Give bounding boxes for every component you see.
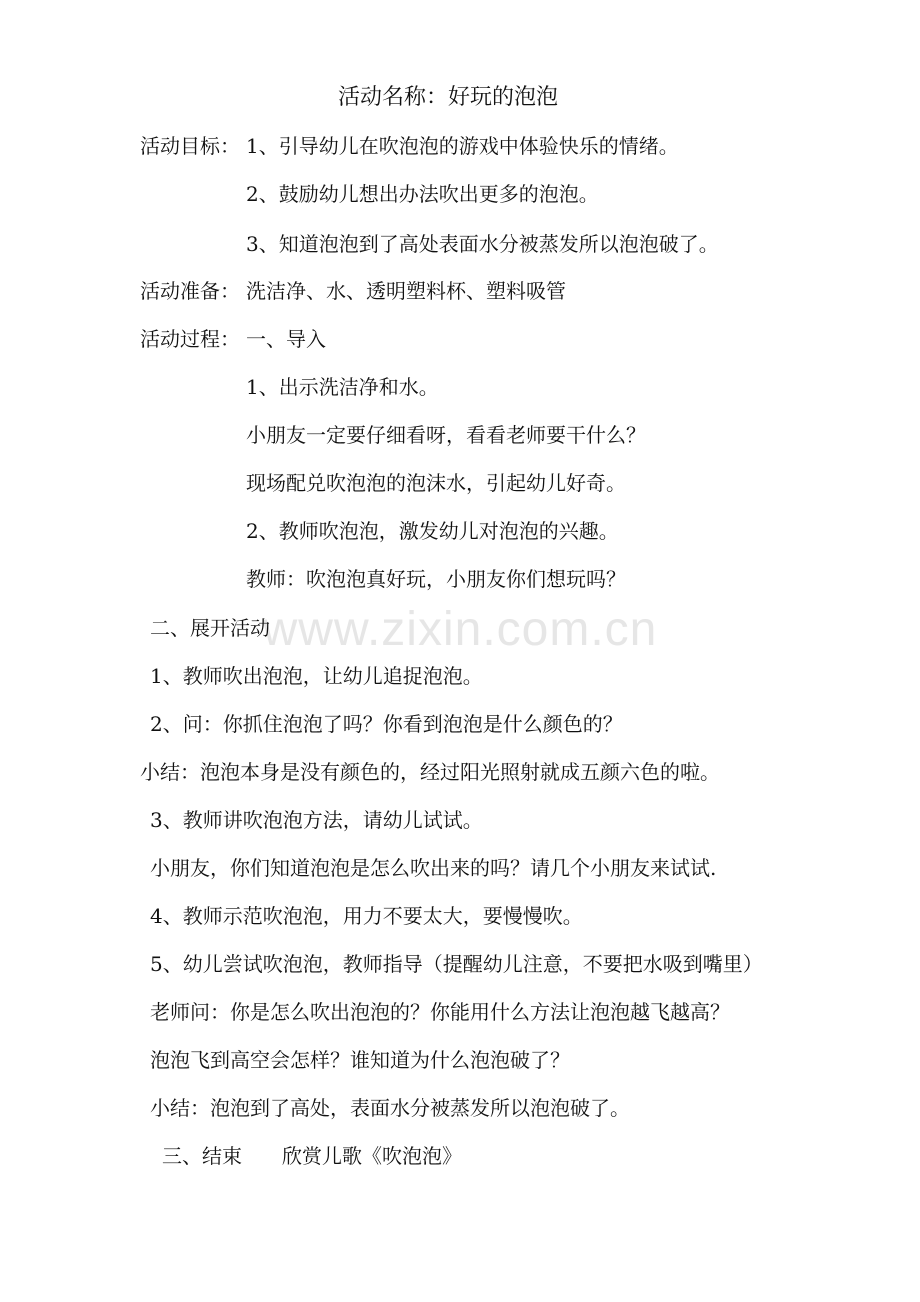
activity-line: 3、教师讲吹泡泡方法，请幼儿试试。 xyxy=(150,808,483,832)
section-intro-heading: 一、导入 xyxy=(246,327,326,351)
section-activity-heading: 二、展开活动 xyxy=(150,616,270,640)
activity-line: 1、教师吹出泡泡，让幼儿追捉泡泡。 xyxy=(150,664,483,688)
intro-line: 小朋友一定要仔细看呀，看看老师要干什么？ xyxy=(246,423,646,447)
intro-line: 1、出示洗洁净和水。 xyxy=(246,375,439,399)
section-end-heading: 三、结束 xyxy=(162,1144,242,1168)
activity-line: 4、教师示范吹泡泡，用力不要太大，要慢慢吹。 xyxy=(150,904,583,928)
preparation-label: 活动准备： xyxy=(140,279,240,303)
goals-label: 活动目标： xyxy=(140,134,240,158)
goal-item-1: 1、引导幼儿在吹泡泡的游戏中体验快乐的情绪。 xyxy=(246,134,679,158)
intro-line: 现场配兑吹泡泡的泡沫水，引起幼儿好奇。 xyxy=(246,471,626,495)
process-label: 活动过程： xyxy=(140,327,240,351)
activity-line: 2、问：你抓住泡泡了吗？你看到泡泡是什么颜色的？ xyxy=(150,712,623,736)
section-end-text: 欣赏儿歌《吹泡泡》 xyxy=(282,1144,462,1168)
activity-line: 小结：泡泡到了高处，表面水分被蒸发所以泡泡破了。 xyxy=(150,1096,630,1120)
activity-line: 老师问：你是怎么吹出泡泡的？你能用什么方法让泡泡越飞越高？ xyxy=(150,1000,730,1024)
intro-line: 2、教师吹泡泡，激发幼儿对泡泡的兴趣。 xyxy=(246,519,619,543)
intro-line: 教师：吹泡泡真好玩，小朋友你们想玩吗？ xyxy=(246,567,626,591)
goal-item-2: 2、鼓励幼儿想出办法吹出更多的泡泡。 xyxy=(246,182,599,206)
activity-line: 小结：泡泡本身是没有颜色的，经过阳光照射就成五颜六色的啦。 xyxy=(140,760,720,784)
activity-line: 泡泡飞到高空会怎样？谁知道为什么泡泡破了？ xyxy=(150,1048,570,1072)
goal-item-3: 3、知道泡泡到了高处表面水分被蒸发所以泡泡破了。 xyxy=(246,232,719,256)
activity-line: 小朋友，你们知道泡泡是怎么吹出来的吗？请几个小朋友来试试. xyxy=(150,856,717,880)
activity-line: 5、幼儿尝试吹泡泡，教师指导（提醒幼儿注意，不要把水吸到嘴里） xyxy=(150,952,763,976)
watermark: www.zixin.com.cn xyxy=(262,603,658,656)
page-title: 活动名称：好玩的泡泡 xyxy=(338,85,559,110)
preparation-text: 洗洁净、水、透明塑料杯、塑料吸管 xyxy=(246,279,566,303)
